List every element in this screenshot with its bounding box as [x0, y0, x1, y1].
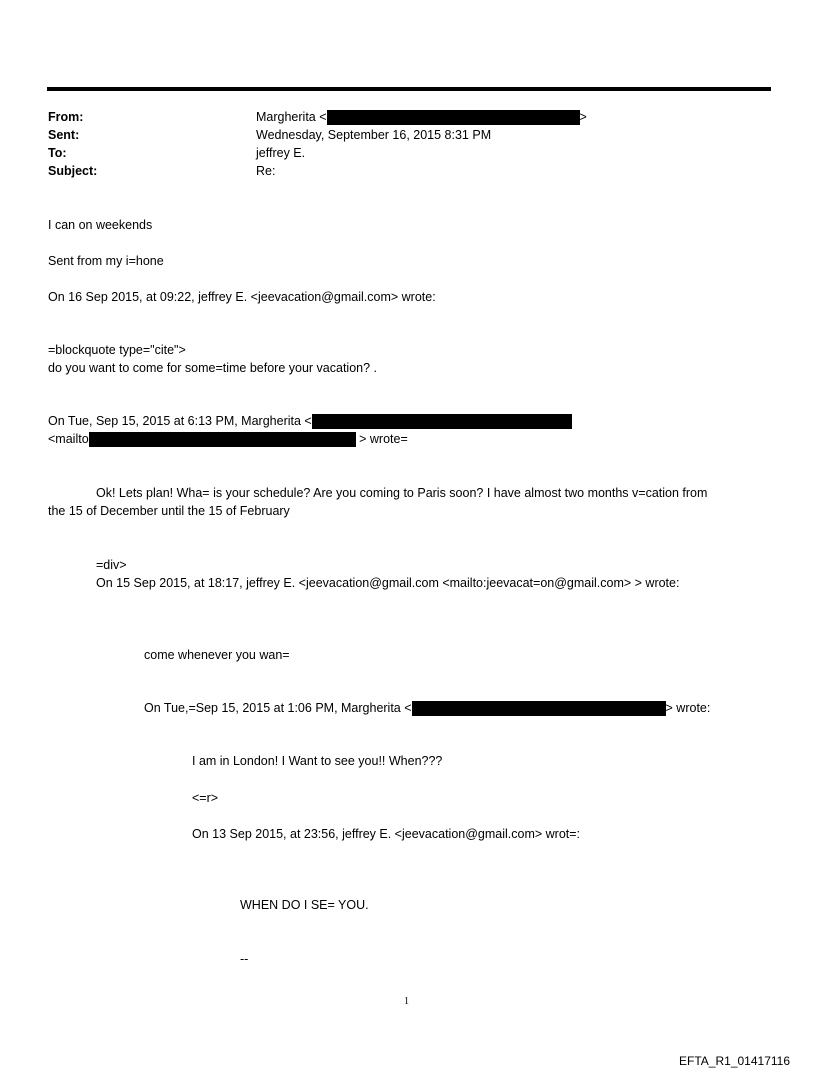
body-line: do you want to come for some=time before your vacation? .	[48, 361, 377, 375]
body-line	[48, 430, 408, 448]
body-line: the 15 of December until the 15 of February	[48, 504, 290, 518]
body-line: --	[240, 952, 249, 966]
body-line	[144, 699, 710, 717]
sent-value: Wednesday, September 16, 2015 8:31 PM	[256, 128, 492, 142]
body-line: <=r>	[192, 791, 219, 805]
body-line: I can on weekends	[48, 218, 153, 232]
from-label: From:	[48, 110, 84, 124]
redaction-block	[412, 701, 666, 716]
body-line	[48, 412, 572, 430]
mailto-suffix: > wrote=	[355, 432, 408, 446]
body-line: On 16 Sep 2015, at 09:22, jeffrey E. <jeevacation@gmail.com> wrote:	[48, 290, 436, 304]
to-label: To:	[48, 146, 67, 160]
body-line: On 15 Sep 2015, at 18:17, jeffrey E. <jeevacation@gmail.com <mailto:jeevacat=on@gmail.com> > wrote:	[96, 576, 680, 590]
redaction-block	[89, 432, 356, 447]
subject-value: Re:	[256, 164, 276, 178]
body-line: On 13 Sep 2015, at 23:56, jeffrey E. <jeevacation@gmail.com> wrot=:	[192, 827, 581, 841]
body-line: =div>	[96, 558, 127, 572]
body-line: I am in London! I Want to see you!! When???	[192, 754, 443, 768]
sent-label: Sent:	[48, 128, 80, 142]
subject-label: Subject:	[48, 164, 98, 178]
page-number: 1	[404, 996, 409, 1007]
body-line: Ok! Lets plan! Wha= is your schedule? Are you coming to Paris soon? I have almost two months v=cation from	[96, 486, 708, 500]
from-name: Margherita <	[256, 110, 327, 124]
body-line: =blockquote type="cite">	[48, 343, 186, 357]
redaction-block	[327, 110, 580, 125]
to-value: jeffrey E.	[256, 146, 306, 160]
quote-header-end: > wrote:	[665, 701, 711, 715]
document-id: EFTA_R1_01417116	[679, 1054, 790, 1068]
mailto-prefix: <mailto	[48, 432, 89, 446]
quote-header: On Tue,=Sep 15, 2015 at 1:06 PM, Margherita <	[144, 701, 412, 715]
quote-header: On Tue, Sep 15, 2015 at 6:13 PM, Margherita <	[48, 414, 312, 428]
from-end: >	[579, 110, 587, 124]
header-rule	[47, 87, 771, 91]
body-line: come whenever you wan=	[144, 648, 290, 662]
body-line: WHEN DO I SE= YOU.	[240, 898, 369, 912]
from-value	[256, 108, 587, 126]
body-line: Sent from my i=hone	[48, 254, 164, 268]
redaction-block	[312, 414, 572, 429]
